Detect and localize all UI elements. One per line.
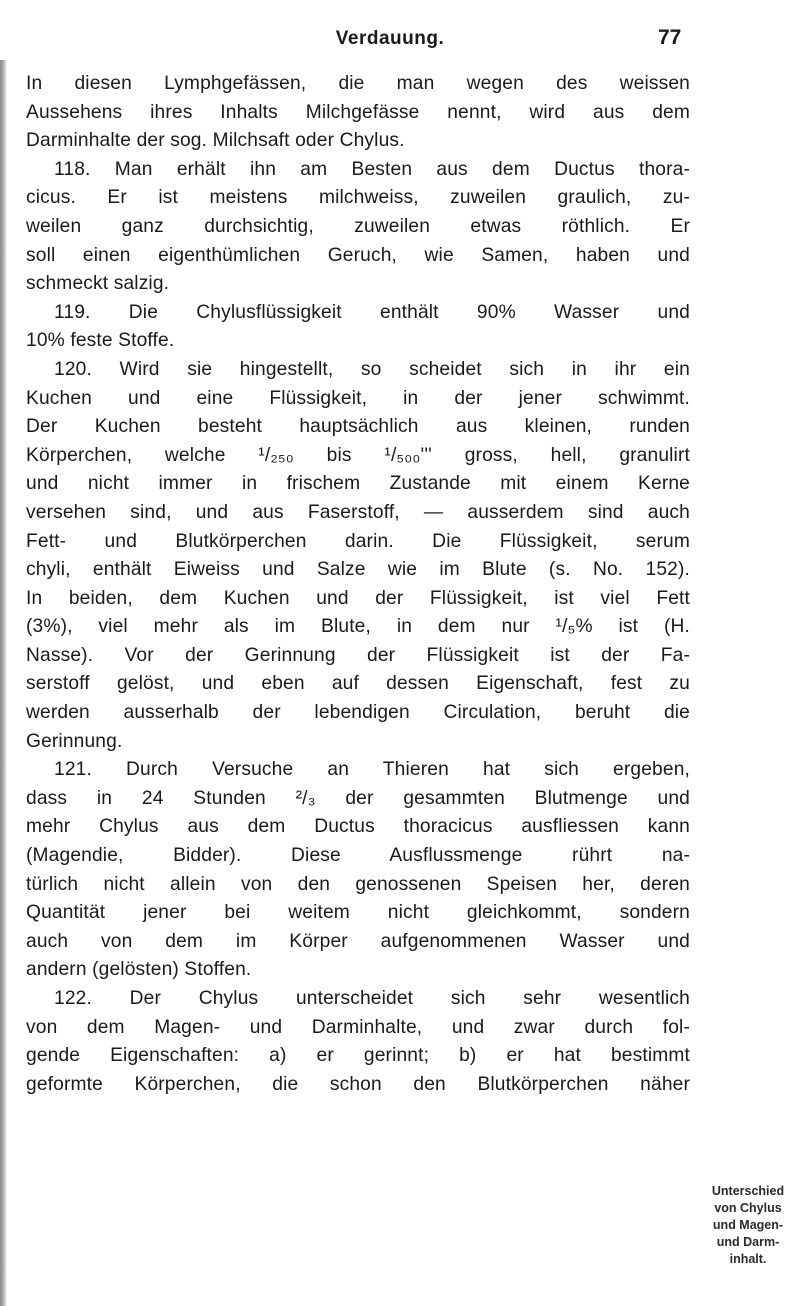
text-line: schmeckt salzig. <box>26 273 170 295</box>
text-line: weilen ganz durchsichtig, zuweilen etwas röthlich. Er <box>26 215 690 237</box>
text-line: (3%), viel mehr als im Blute, in dem nur ¹/₅% ist (H. <box>26 616 690 638</box>
text-line: Kuchen und eine Flüssigkeit, in der jener schwimmt. <box>26 387 690 409</box>
paragraph-119-start: 119. Die Chylusflüssigkeit enthält 90% Wasser und <box>54 301 690 323</box>
paragraph-118-start: 118. Man erhält ihn am Besten aus dem Ductus thora- <box>54 158 690 180</box>
text-line: soll einen eigenthümlichen Geruch, wie Samen, haben und <box>26 244 690 266</box>
paragraph-122-start: 122. Der Chylus unterscheidet sich sehr wesentlich <box>54 988 690 1009</box>
text-line: versehen sind, und aus Faserstoff, — ausserdem sind auch <box>26 501 690 523</box>
running-head: Verdauung. <box>335 28 445 49</box>
text-line: Darminhalte der sog. Milchsaft oder Chylus. <box>26 130 405 152</box>
text-line: Körperchen, welche ¹/₂₅₀ bis ¹/₅₀₀''' gross, hell, granulirt <box>26 444 690 466</box>
text-line: Der Kuchen besteht hauptsächlich aus kleinen, runden <box>26 416 690 438</box>
text-line: chyli, enthält Eiweiss und Salze wie im Blute (s. No. 152). <box>26 559 690 581</box>
binding-shadow <box>0 60 7 1306</box>
text-line: auch von dem im Körper aufgenommenen Wasser und <box>26 930 690 952</box>
text-line: von dem Magen- und Darminhalte, und zwar durch fol- <box>26 1016 690 1038</box>
margin-note-line: und Darm- <box>716 1235 780 1249</box>
text-line: werden ausserhalb der lebendigen Circulation, beruht die <box>26 702 690 724</box>
text-line: türlich nicht allein von den genossenen Speisen her, deren <box>26 873 690 895</box>
margin-note-line: Unterschied <box>711 1184 785 1198</box>
margin-note-line: und Magen- <box>712 1218 784 1232</box>
margin-note-line: von Chylus <box>714 1201 782 1215</box>
text-line: 10% feste Stoffe. <box>26 330 175 352</box>
text-line: geformte Körperchen, die schon den Blutkörperchen näher <box>26 1073 690 1095</box>
text-line: Quantität jener bei weitem nicht gleichkommt, sondern <box>26 902 690 924</box>
text-line: (Magendie, Bidder). Diese Ausflussmenge rührt na- <box>26 845 690 867</box>
text-line: cicus. Er ist meistens milchweiss, zuweilen graulich, zu- <box>26 187 690 209</box>
text-line: serstoff gelöst, und eben auf dessen Eigenschaft, fest zu <box>26 673 690 695</box>
text-line: In beiden, dem Kuchen und der Flüssigkeit, ist viel Fett <box>26 587 690 609</box>
text-line: Aussehens ihres Inhalts Milchgefässe nennt, wird aus dem <box>26 101 690 123</box>
paragraph-120-start: 120. Wird sie hingestellt, so scheidet sich in ihr ein <box>54 358 690 380</box>
paragraph-121-start: 121. Durch Versuche an Thieren hat sich ergeben, <box>54 759 690 781</box>
page-header <box>0 22 800 58</box>
text-line: und nicht immer in frischem Zustande mit einem Kerne <box>26 473 690 495</box>
margin-note <box>702 1183 794 1268</box>
page-number: 77 <box>658 26 682 49</box>
text-line: Gerinnung. <box>26 730 123 752</box>
margin-note-line: inhalt. <box>729 1252 767 1266</box>
text-line: mehr Chylus aus dem Ductus thoracicus ausfliessen kann <box>26 816 690 838</box>
text-line: dass in 24 Stunden ²/₃ der gesammten Blutmenge und <box>26 787 690 809</box>
text-line: Nasse). Vor der Gerinnung der Flüssigkeit ist der Fa- <box>26 644 690 666</box>
text-line: Fett- und Blutkörperchen darin. Die Flüssigkeit, serum <box>26 530 690 552</box>
text-line: andern (gelösten) Stoffen. <box>26 959 252 981</box>
text-line: In diesen Lymphgefässen, die man wegen des weissen <box>26 73 690 94</box>
text-line: gende Eigenschaften: a) er gerinnt; b) er hat bestimmt <box>26 1045 690 1067</box>
body-text <box>26 70 690 1099</box>
